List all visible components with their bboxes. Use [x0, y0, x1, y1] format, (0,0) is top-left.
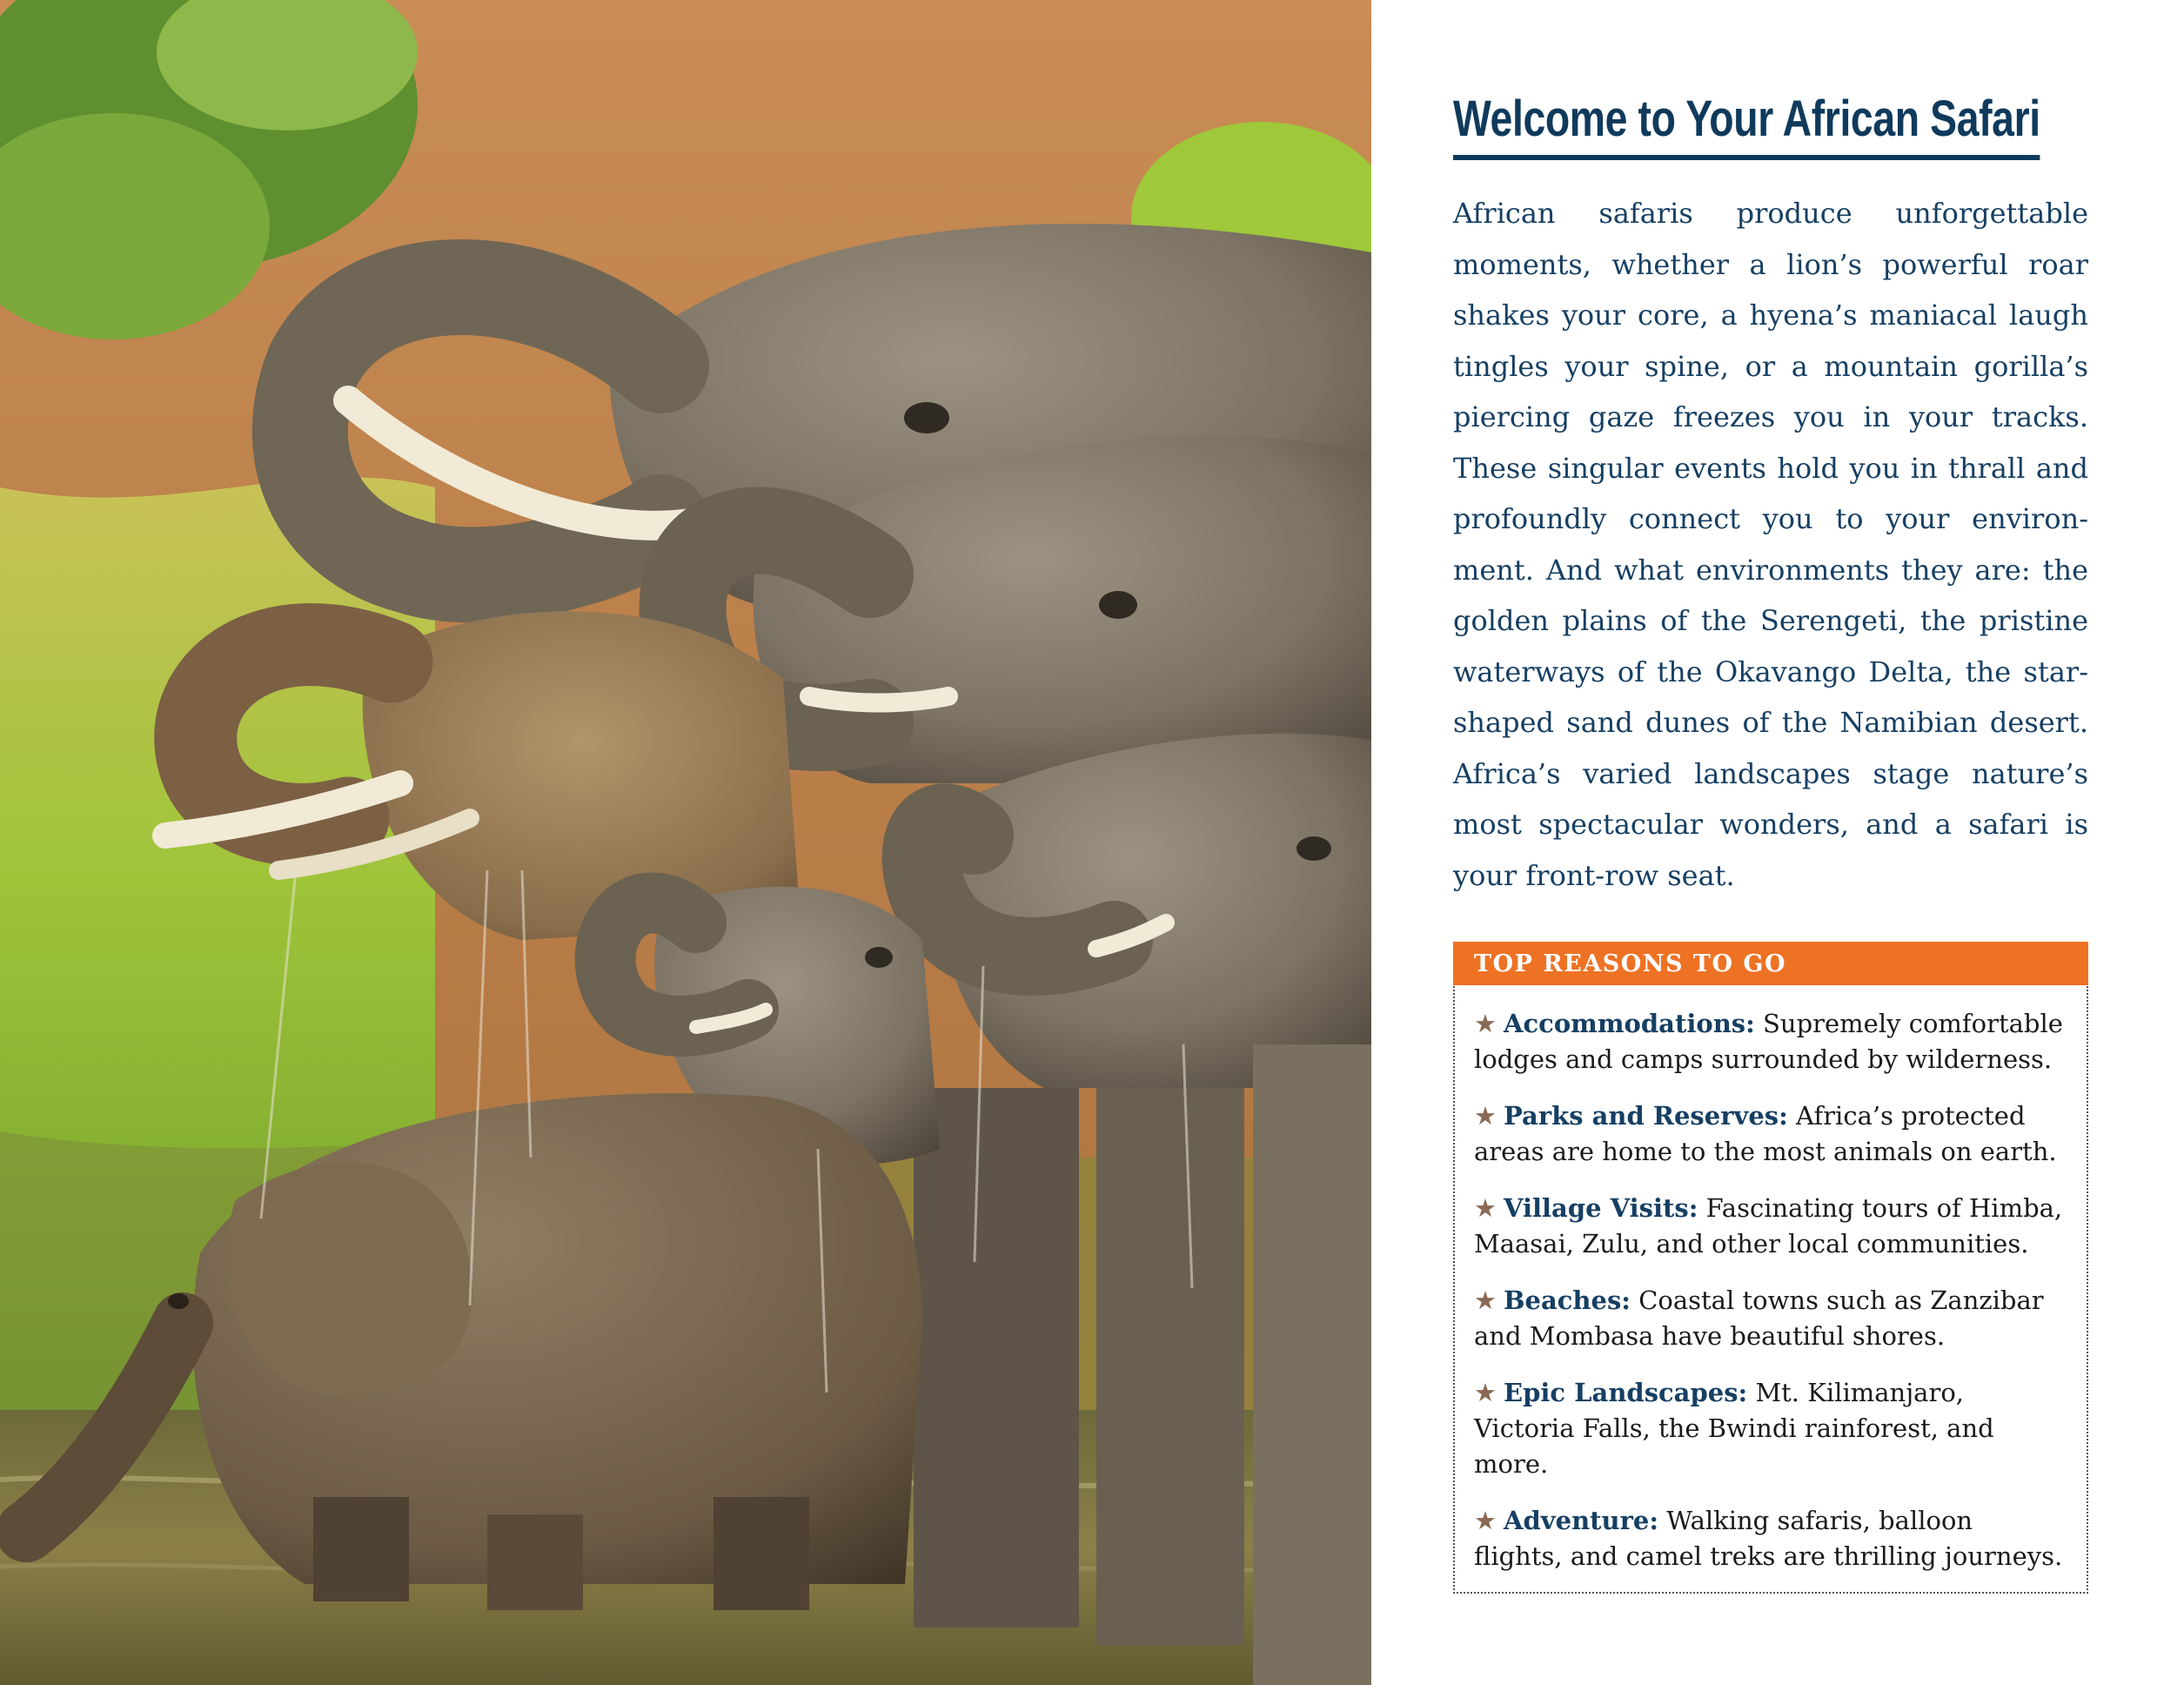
reason-name: Adventure: — [1504, 1506, 1659, 1535]
top-reasons-box — [1453, 942, 2088, 1594]
reason-name: Parks and Reserves: — [1504, 1101, 1788, 1131]
reason-item — [1474, 1006, 2067, 1077]
reason-text: Supremely comfortable lodges and camps surrounded by wilderness. — [1474, 1009, 2063, 1074]
star-icon: ★ — [1474, 1101, 1497, 1131]
reason-text: Africa’s protected areas are home to the most animals on earth. — [1474, 1101, 2057, 1166]
reason-name: Epic Landscapes: — [1504, 1378, 1748, 1407]
intro-paragraph: African safaris produce unforgettable moments, whether a lion’s powerful roar shakes your core, a hyena’s maniacal laugh tingles your spine, or a mountain gorilla’s piercing gaze freezes you in your tracks. These singular events hold you in thrall and profoundly connect you to your environment. And what environments they are: the golden plains of the Serengeti, the pristine waterways of the Okavango Delta, the star-shaped sand dunes of the Namibian desert. Africa’s varied landscapes stage nature’s most spectacular wonders, and a safari is your front-row seat. — [1453, 197, 2088, 892]
star-icon: ★ — [1474, 1009, 1497, 1038]
reason-text: Mt. Kilimanjaro, Victoria Falls, the Bwindi rainforest, and more. — [1474, 1378, 1994, 1479]
reason-name: Village Visits: — [1504, 1193, 1698, 1223]
reason-text: Coastal towns such as Zanzibar and Mombasa have beautiful shores. — [1474, 1286, 2044, 1351]
article-column — [1453, 91, 2088, 901]
reason-item — [1474, 1191, 2067, 1262]
reason-item — [1474, 1098, 2067, 1170]
star-icon: ★ — [1474, 1193, 1497, 1223]
reason-name: Beaches: — [1504, 1286, 1631, 1315]
reason-item — [1474, 1375, 2067, 1482]
reason-text: Walking safaris, balloon flights, and camel treks are thrilling journeys. — [1474, 1506, 2063, 1571]
star-icon: ★ — [1474, 1286, 1497, 1315]
reason-name: Accommodations: — [1504, 1009, 1755, 1038]
reason-item — [1474, 1283, 2067, 1354]
top-reasons-header: TOP REASONS TO GO — [1453, 942, 2088, 985]
reason-text: Fascinating tours of Himba, Maasai, Zulu, and other local communities. — [1474, 1193, 2063, 1259]
star-icon: ★ — [1474, 1378, 1497, 1407]
star-icon: ★ — [1474, 1506, 1497, 1535]
page-title: Welcome to Your African Safari — [1453, 94, 2040, 160]
top-reasons-list — [1455, 1006, 2087, 1574]
reason-item — [1474, 1503, 2067, 1574]
